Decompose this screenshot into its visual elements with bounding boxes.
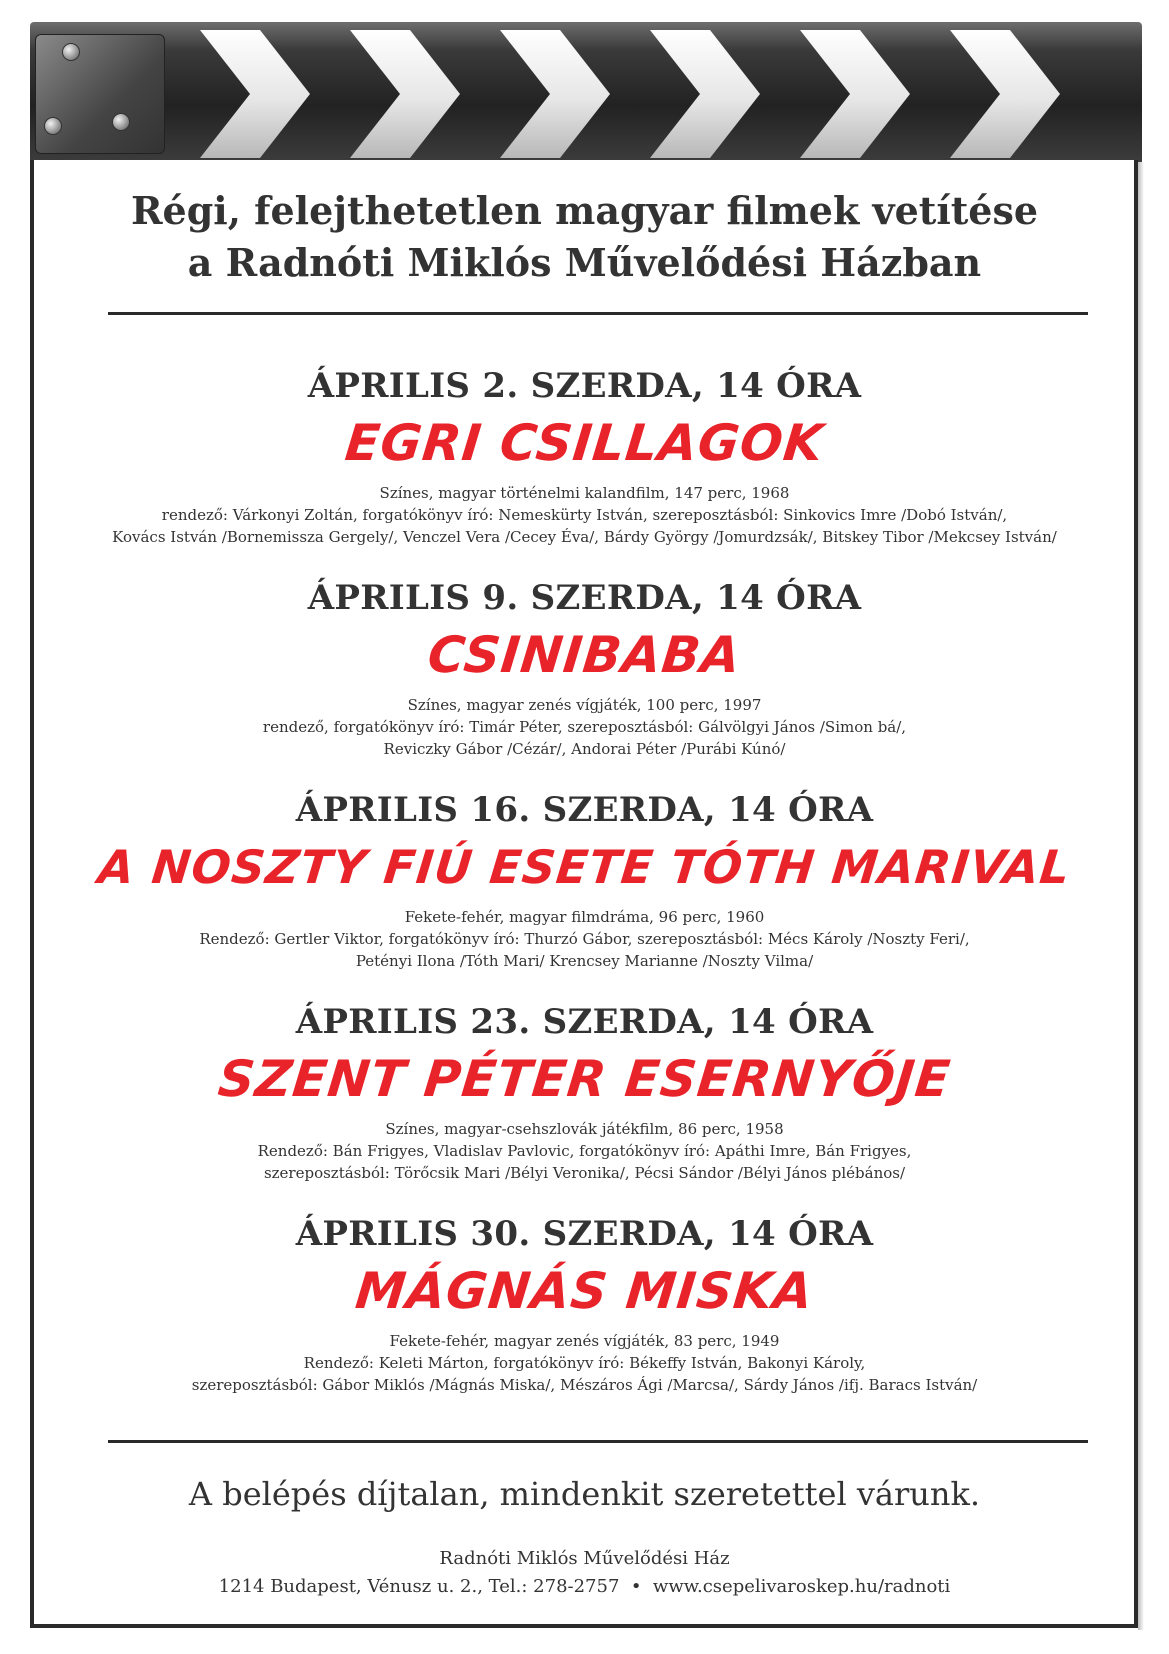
film-detail-line: Petényi Ilona /Tóth Mari/ Krencsey Marianne /Noszty Vilma/ [355,952,814,970]
film-detail-line: Fekete-fehér, magyar filmdráma, 96 perc, 1960 [404,908,765,926]
event-block [0,1000,1169,1184]
event-date: ÁPRILIS 9. SZERDA, 14 ÓRA [307,578,862,618]
organizer-name: Radnóti Miklós Művelődési Ház [439,1548,730,1569]
footer-divider [108,1440,1088,1443]
film-detail-line: Színes, magyar-csehszlovák játékfilm, 86 perc, 1958 [385,1120,784,1138]
event-date: ÁPRILIS 23. SZERDA, 14 ÓRA [295,1002,874,1042]
screw-icon [44,117,62,135]
film-detail-line: rendező: Várkonyi Zoltán, forgatókönyv író: Nemeskürty István, szereposztásból: Sinkovics Imre /Dobó István/, [161,506,1008,524]
film-title: EGRI CSILLAGOK [342,414,827,472]
organizer-info [0,1545,1169,1601]
film-detail-line: szereposztásból: Gábor Miklós /Mágnás Miska/, Mészáros Ági /Marcsa/, Sárdy János /ifj. Baracs István/ [191,1376,978,1394]
film-details [0,1118,1169,1184]
film-title: CSINIBABA [425,626,744,684]
header-divider [108,312,1088,315]
film-detail-line: szereposztásból: Törőcsik Mari /Bélyi Veronika/, Pécsi Sándor /Bélyi János plébános/ [263,1164,906,1182]
film-detail-line: Rendező: Bán Frigyes, Vladislav Pavlovic, forgatókönyv író: Apáthi Imre, Bán Frigyes, [257,1142,912,1160]
film-detail-line: Fekete-fehér, magyar zenés vígjáték, 83 perc, 1949 [389,1332,780,1350]
film-detail-line: Színes, magyar zenés vígjáték, 100 perc, 1997 [407,696,762,714]
clapper-stripes [200,30,1120,158]
film-detail-line: Színes, magyar történelmi kalandfilm, 147 perc, 1968 [379,484,790,502]
film-details [0,1330,1169,1396]
film-detail-line: Kovács István /Bornemissza Gergely/, Venczel Vera /Cecey Éva/, Bárdy György /Jomurdzsák/, Bitskey Tibor /Mekcsey István/ [112,528,1057,546]
event-block [0,364,1169,548]
film-detail-line: Reviczky Gábor /Cézár/, Andorai Péter /Purábi Kúnó/ [383,740,786,758]
film-detail-line: Rendező: Keleti Márton, forgatókönyv író: Békeffy István, Bakonyi Károly, [303,1354,866,1372]
event-date: ÁPRILIS 30. SZERDA, 14 ÓRA [295,1214,874,1254]
event-date: ÁPRILIS 2. SZERDA, 14 ÓRA [307,366,862,406]
event-block [0,788,1169,972]
film-title: MÁGNÁS MISKA [352,1262,817,1320]
event-date: ÁPRILIS 16. SZERDA, 14 ÓRA [295,790,874,830]
film-details [0,482,1169,548]
organizer-address: 1214 Budapest, Vénusz u. 2., Tel.: 278-2757 • www.csepelivaroskep.hu/radnoti [218,1576,951,1597]
film-details [0,694,1169,760]
film-detail-line: rendező, forgatókönyv író: Timár Péter, szereposztásból: Gálvölgyi János /Simon bá/, [262,718,907,736]
poster-title-line1: Régi, felejthetetlen magyar filmek vetítése [130,188,1039,233]
film-details [0,906,1169,972]
event-block [0,1212,1169,1396]
poster-title-line2: a Radnóti Miklós Művelődési Házban [187,240,982,285]
event-block [0,576,1169,760]
film-detail-line: Rendező: Gertler Viktor, forgatókönyv író: Thurzó Gábor, szereposztásból: Mécs Károly /Noszty Feri/, [199,930,970,948]
film-title: SZENT PÉTER ESERNYŐJE [215,1050,954,1108]
admission-note: A belépés díjtalan, mindenkit szeretettel várunk. [188,1475,981,1513]
screw-icon [112,113,130,131]
screw-icon [62,43,80,61]
clapper-hinge-plate [35,34,165,154]
film-title: A NOSZTY FIÚ ESETE TÓTH MARIVAL [95,840,1074,894]
